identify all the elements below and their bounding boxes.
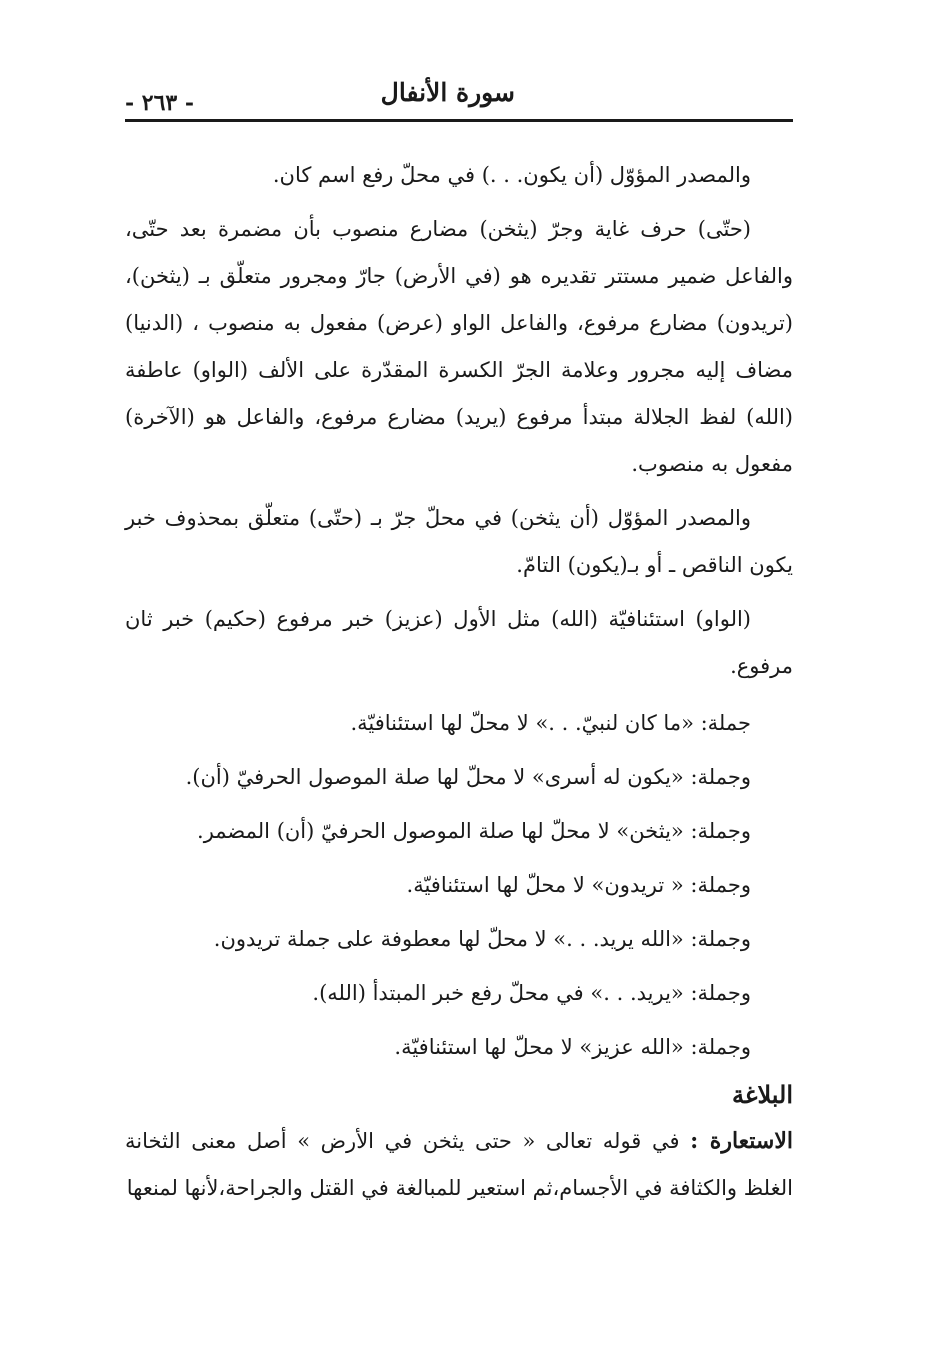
balagha-paragraph <box>125 1118 793 1212</box>
section-title: البلاغة <box>732 1080 793 1109</box>
sentence-line: وجملة: «الله عزيز» لا محلّ لها استئنافيّة. <box>394 1035 751 1059</box>
paragraph: والمصدر المؤوّل (أن يكون. . .) في محلّ رفع اسم كان. <box>272 163 751 187</box>
sentence-line: وجملة: «يكون له أسرى» لا محلّ لها صلة الموصول الحرفيّ (أن). <box>185 765 751 789</box>
paragraph: (حتّى) حرف غاية وجرّ (يثخن) مضارع منصوب بأن مضمرة بعد حتّى، والفاعل ضمير مستتر تقديره هو (في الأرض) جارّ ومجرور متعلّق بـ (يثخن)، (تريدون) مضارع مرفوع، والفاعل الواو (عرض) مفعول به منصوب ، (الدنيا) مضاف إليه مجرور وعلامة الجرّ الكسرة المقدّرة على الألف (الواو) عاطفة (الله) لفظ الجلالة مبتدأ مرفوع (يريد) مضارع مرفوع، والفاعل هو (الآخرة) مفعول به منصوب. <box>125 217 793 476</box>
sentence-line: وجملة: « تريدون» لا محلّ لها استئنافيّة. <box>406 873 751 897</box>
sentence-line: وجملة: «يريد. . .» في محلّ رفع خبر المبتدأ (الله). <box>312 981 751 1005</box>
paragraph: والمصدر المؤوّل (أن يثخن) في محلّ جرّ بـ (حتّى) متعلّق بمحذوف خبر يكون الناقص ـ أو بـ(يكون) التامّ. <box>125 506 793 577</box>
page-number: - ٢٦٣ - <box>125 90 195 116</box>
balagha-term: الاستعارة : <box>690 1128 793 1154</box>
sentence-line: جملة: «ما كان لنبيّ. . .» لا محلّ لها استئنافيّة. <box>350 711 751 735</box>
page-header <box>125 78 793 120</box>
surah-title: سورة الأنفال <box>380 78 515 107</box>
sentence-line: وجملة: «الله يريد. . .» لا محلّ لها معطوفة على جملة تريدون. <box>213 927 751 951</box>
page-body <box>125 152 793 1212</box>
paragraph: (الواو) استئنافيّة (الله) مثل الأول (عزيز) خبر مرفوع (حكيم) خبر ثان مرفوع. <box>125 607 793 678</box>
header-rule <box>125 119 793 122</box>
sentence-line: وجملة: «يثخن» لا محلّ لها صلة الموصول الحرفيّ (أن) المضمر. <box>197 819 751 843</box>
balagha-text: في قوله تعالى « حتى يثخن في الأرض » أصل معنى الثخانة الغلظ والكثافة في الأجسام،ثم استعير للمبالغة في القتل والجراحة،لأنها لمنعها <box>125 1129 793 1200</box>
